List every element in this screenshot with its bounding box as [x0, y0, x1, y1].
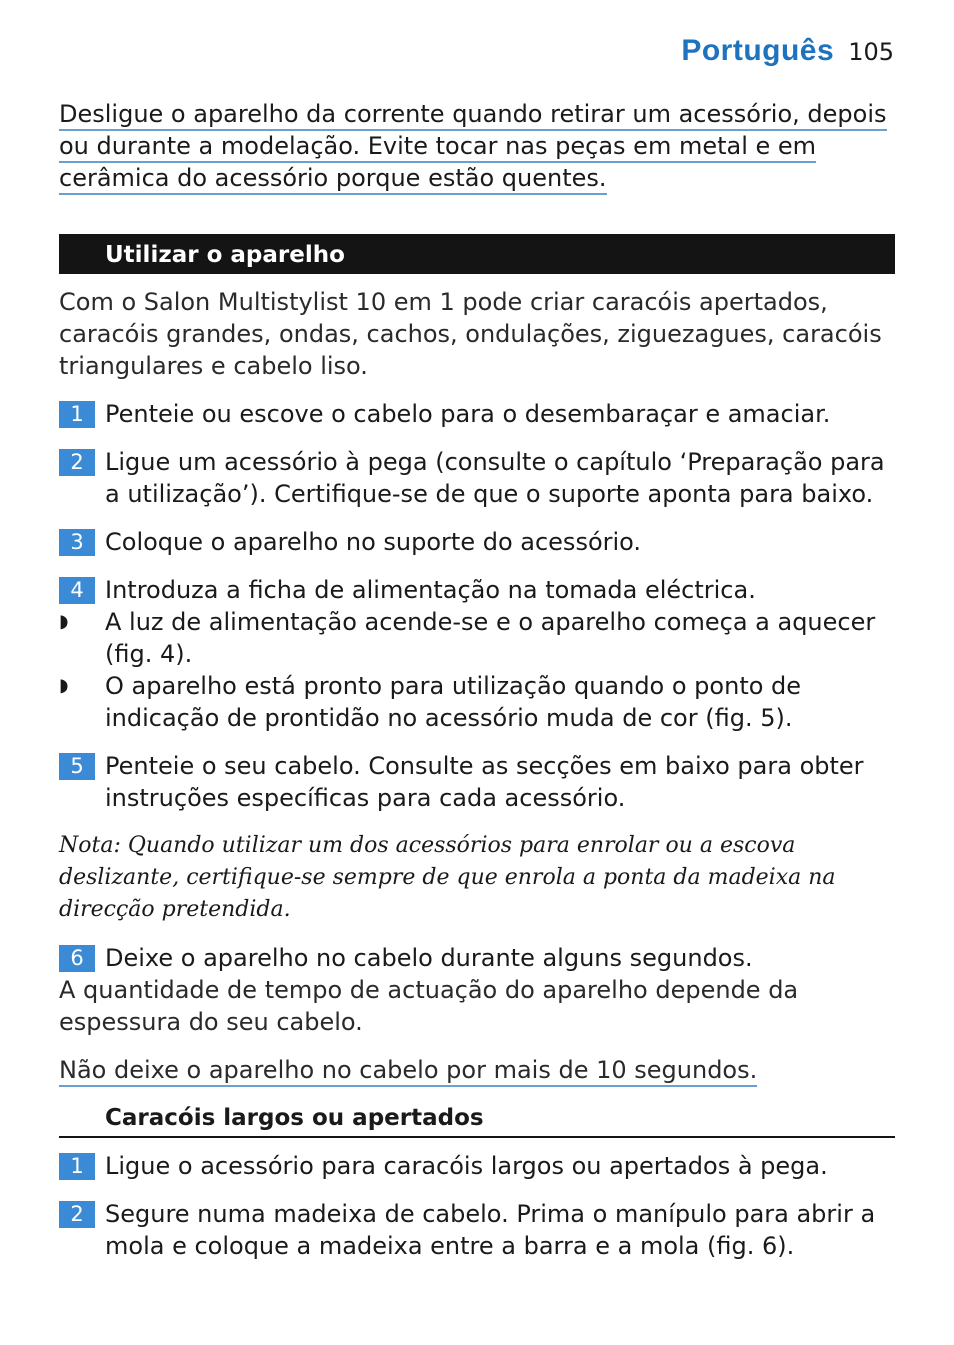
step-text: Introduza a ficha de alimentação na tomada eléctrica.	[105, 576, 756, 604]
step-number: 1	[59, 1153, 95, 1180]
step-text: Segure numa madeixa de cabelo. Prima o manípulo para abrir a mola e coloque a madeixa entre a barra e a mola (fig. 6).	[105, 1200, 876, 1260]
step-4	[59, 574, 895, 606]
step-5	[59, 750, 895, 814]
step-text: Ligue o acessório para caracóis largos ou apertados à pega.	[105, 1152, 828, 1180]
bullet-text: O aparelho está pronto para utilização quando o ponto de indicação de prontidão no acessório muda de cor (fig. 5).	[105, 672, 802, 732]
step-text: Penteie o seu cabelo. Consulte as secções em baixo para obter instruções específicas para cada acessório.	[105, 752, 864, 812]
step-number: 2	[59, 449, 95, 476]
bullet-icon: ◗	[59, 611, 69, 632]
page-content	[59, 98, 895, 1278]
step-number: 1	[59, 401, 95, 428]
step-b-2	[59, 1198, 895, 1262]
result-bullet	[59, 606, 895, 670]
warning-text: Desligue o aparelho da corrente quando retirar um acessório, depois ou durante a modelação. Evite tocar nas peças em metal e em cerâmica do acessório porque estão quentes.	[59, 98, 895, 194]
bullet-text: A luz de alimentação acende-se e o aparelho começa a aquecer (fig. 4).	[105, 608, 876, 668]
step-2	[59, 446, 895, 510]
note-text: Nota: Quando utilizar um dos acessórios para enrolar ou a escova deslizante, certifique-se sempre de que enrola a ponta da madeixa na direcção pretendida.	[59, 833, 836, 922]
step-number: 5	[59, 753, 95, 780]
step-6-detail: A quantidade de tempo de actuação do aparelho depende da espessura do seu cabelo.	[59, 976, 799, 1036]
step-number: 3	[59, 529, 95, 556]
page-number: 105	[848, 38, 894, 66]
step-3	[59, 526, 895, 558]
step-b-1	[59, 1150, 895, 1182]
step-6	[59, 942, 895, 974]
step-1	[59, 398, 895, 430]
step-text: Ligue um acessório à pega (consulte o capítulo ‘Preparação para a utilização’). Certifique-se de que o suporte aponta para baixo.	[105, 448, 885, 508]
language-label: Português	[681, 34, 835, 67]
subsection-title: Caracóis largos ou apertados	[59, 1102, 895, 1138]
intro-paragraph: Com o Salon Multistylist 10 em 1 pode criar caracóis apertados, caracóis grandes, ondas, cachos, ondulações, ziguezagues, caracóis triangulares e cabelo liso.	[59, 288, 882, 380]
step-number: 4	[59, 577, 95, 604]
section-title: Utilizar o aparelho	[59, 234, 895, 274]
result-bullet	[59, 670, 895, 734]
step-text: Penteie ou escove o cabelo para o desembaraçar e amaciar.	[105, 400, 831, 428]
warning-text-2: Não deixe o aparelho no cabelo por mais de 10 segundos.	[59, 1054, 895, 1086]
step-text: Deixe o aparelho no cabelo durante alguns segundos.	[105, 944, 753, 972]
step-number: 2	[59, 1201, 95, 1228]
bullet-icon: ◗	[59, 675, 69, 696]
step-number: 6	[59, 945, 95, 972]
step-text: Coloque o aparelho no suporte do acessório.	[105, 528, 642, 556]
page-header	[681, 34, 894, 68]
